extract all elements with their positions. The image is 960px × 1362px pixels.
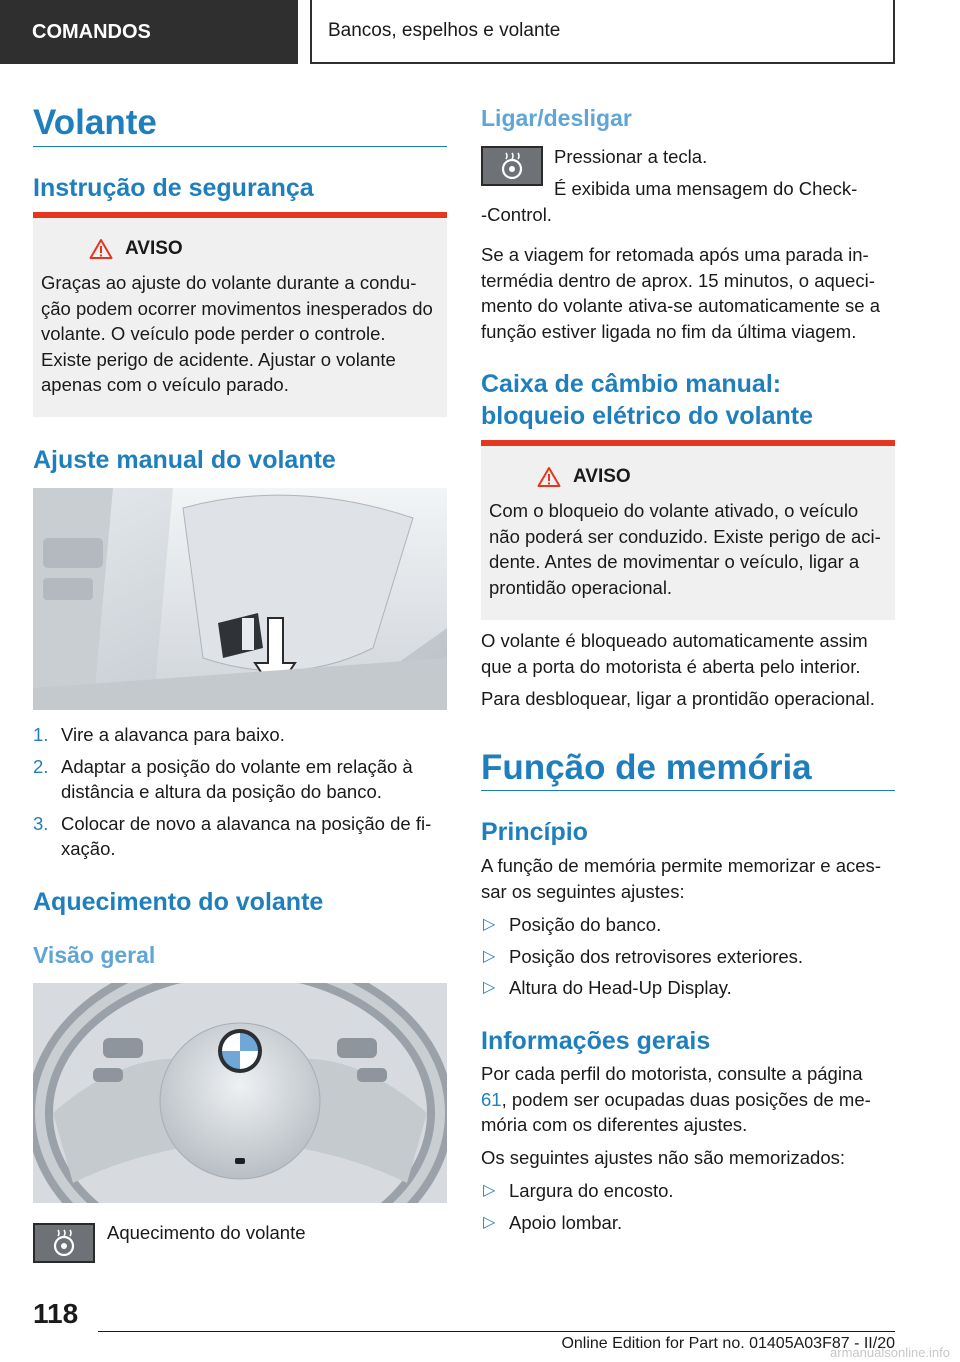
heating-caption: Aquecimento do volante (107, 1222, 306, 1243)
footer-rule (98, 1331, 895, 1332)
page-link[interactable]: 61 (481, 1088, 502, 1110)
onoff-text-3: -Control. (481, 204, 552, 225)
step-text: Vire a alavanca para baixo. (61, 724, 285, 745)
step-number: 2. (33, 755, 49, 777)
step-text: Adaptar a posição do volante em relação à distância e altura da posição do banco. (61, 755, 413, 802)
onoff-text-1: Pressionar a tecla. (554, 146, 708, 167)
not-saved-text: Os seguintes ajustes não são memorizados: (481, 1147, 846, 1168)
steering-lever-image (33, 488, 447, 710)
list-item (481, 975, 895, 1001)
general-text-b: , podem ser ocupadas duas posições de memória com os diferentes ajustes. (481, 1088, 871, 1135)
triangle-bullet-icon: ▷ (483, 947, 496, 965)
general-info-heading: Informações gerais (481, 1027, 711, 1055)
step-item (33, 754, 447, 805)
triangle-bullet-icon: ▷ (483, 1182, 496, 1199)
steering-heating-button-icon (33, 1223, 95, 1263)
general-text-a: Por cada perfil do motorista, consulte a página (481, 1063, 863, 1084)
triangle-bullet-icon: ▷ (483, 916, 496, 933)
heated-wheel-icon (49, 1228, 79, 1258)
list-item-text: Largura do encosto. (509, 1180, 674, 1201)
page-number: 118 (33, 1298, 79, 1329)
heating-heading: Aquecimento do volante (33, 888, 324, 916)
warning-text-1: Graças ao ajuste do volante durante a condução podem ocorrer movimentos inesperados do volante. O veículo pode perder o controle. Existe perigo de acidente. Ajustar o volante apenas com o veículo parado. (41, 272, 433, 395)
list-item (481, 1178, 895, 1204)
step-number: 1. (33, 724, 49, 745)
heating-key-icon (481, 146, 543, 186)
list-item-text: Apoio lombar. (509, 1211, 623, 1233)
safety-heading: Instrução de segurança (33, 174, 314, 202)
warning-label-1: AVISO (125, 238, 183, 259)
chapter-label: Bancos, espelhos e volante (328, 20, 561, 41)
not-saved-list (481, 1178, 895, 1241)
watermark: armanualsonline.info (830, 1345, 950, 1360)
list-item-text: Posição do banco. (509, 914, 662, 935)
adjust-steps (33, 722, 447, 868)
warning-box-1 (33, 212, 447, 417)
overview-heading: Visão geral (33, 942, 156, 968)
general-info-text (481, 1061, 895, 1138)
lock-text-1: O volante é bloqueado automaticamente assim que a porta do motorista é aberta pelo interior. (481, 630, 868, 677)
onoff-text-4: Se a viagem for retomada após uma parada intermédia dentro de aprox. 15 minutos, o aquecimento do volante ativa-se automaticamente se a função estiver ligada no fim da última viagem. (481, 244, 881, 342)
onoff-heading: Ligar/desligar (481, 105, 632, 131)
memory-title: Função de memória (481, 748, 812, 787)
step-item (33, 811, 447, 862)
warning-box-2 (481, 440, 895, 620)
list-item (481, 1210, 895, 1236)
list-item (481, 944, 895, 970)
manual-adjust-heading: Ajuste manual do volante (33, 446, 336, 474)
warning-text-2: Com o bloqueio do volante ativado, o veículo não poderá ser conduzido. Existe perigo de acidente. Antes de movimentar o veículo, ligar a prontidão operacional. (489, 500, 881, 598)
section-tab (0, 0, 298, 64)
gearbox-heading-line2: bloqueio elétrico do volante (481, 402, 813, 430)
step-text: Colocar de novo a alavanca na posição de fixação. (61, 812, 432, 859)
title-rule (33, 146, 447, 147)
triangle-bullet-icon: ▷ (483, 1213, 496, 1231)
edition-text: Online Edition for Part no. 01405A03F87 - II/20 (561, 1335, 895, 1352)
list-item (481, 912, 895, 938)
warning-triangle-icon (89, 238, 113, 260)
triangle-bullet-icon: ▷ (483, 979, 496, 996)
section-label: COMANDOS (32, 20, 151, 43)
steering-wheel-image (33, 983, 447, 1203)
principle-list (481, 912, 895, 1007)
principle-heading: Princípio (481, 818, 588, 846)
list-item-text: Posição dos retrovisores exteriores. (509, 945, 804, 967)
gearbox-heading-line1: Caixa de câmbio manual: (481, 370, 782, 398)
lock-text-2: Para desbloquear, ligar a prontidão operacional. (481, 688, 875, 709)
onoff-text-2: É exibida uma mensagem do Check- (554, 178, 858, 199)
warning-title-1 (89, 238, 439, 260)
page-title: Volante (33, 103, 157, 142)
warning-title-2 (537, 466, 887, 488)
memory-rule (481, 790, 895, 791)
list-item-text: Altura do Head-Up Display. (509, 977, 732, 998)
principle-text: A função de memória permite memorizar e acessar os seguintes ajustes: (481, 855, 881, 902)
warning-label-2: AVISO (573, 466, 631, 487)
warning-triangle-icon (537, 466, 561, 488)
heated-wheel-icon (497, 151, 527, 181)
chapter-tab (310, 0, 895, 64)
step-item (33, 722, 447, 748)
step-number: 3. (33, 812, 49, 834)
